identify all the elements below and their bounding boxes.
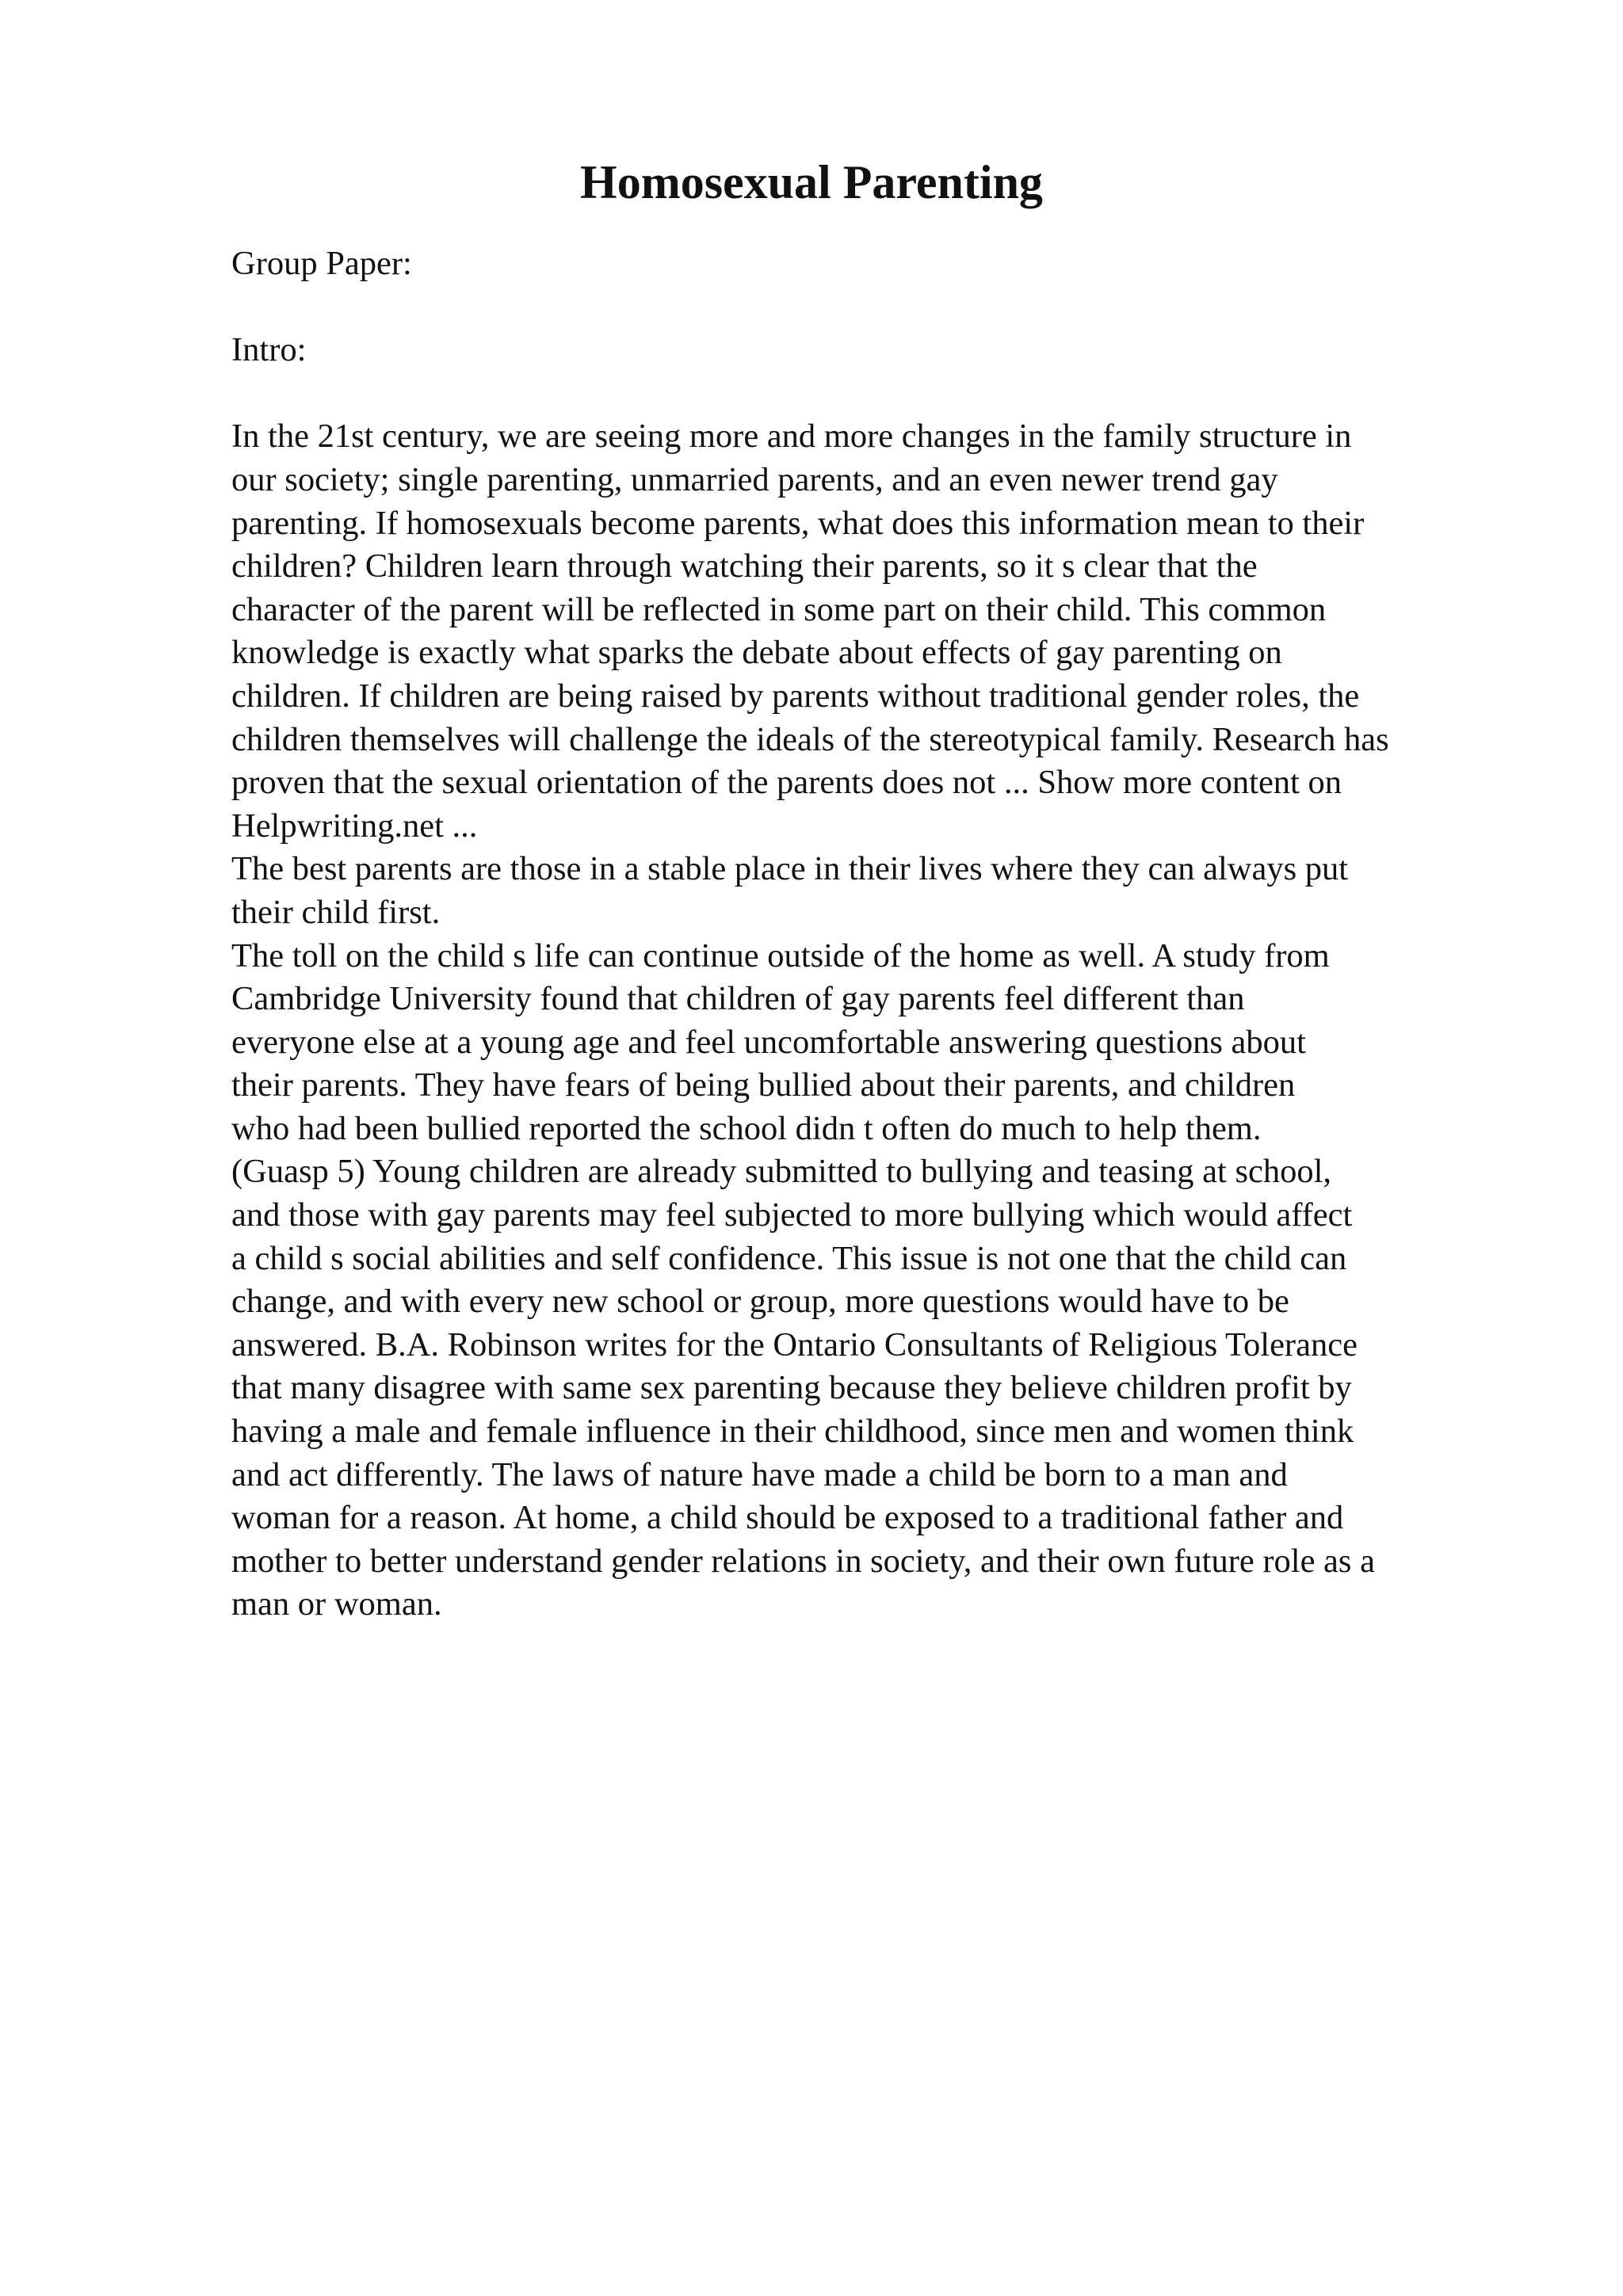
text-line: a child s social abilities and self confidence. This issue is not one that the child can (231, 1239, 1347, 1277)
text-line: and those with gay parents may feel subjected to more bullying which would affect (231, 1196, 1353, 1234)
document-title: Homosexual Parenting (580, 156, 1043, 208)
text-line: who had been bullied reported the school didn t often do much to help them. (231, 1109, 1262, 1147)
text-line: children themselves will challenge the ideals of the stereotypical family. Research has (231, 720, 1389, 758)
text-line: (Guasp 5) Young children are already submitted to bullying and teasing at school, (231, 1153, 1332, 1191)
paragraph-toll (231, 935, 1531, 1627)
text-line: The toll on the child s life can continue outside of the home as well. A study from (231, 936, 1330, 974)
text-line: proven that the sexual orientation of the parents does not ... Show more content on (231, 764, 1342, 802)
text-line: answered. B.A. Robinson writes for the Ontario Consultants of Religious Tolerance (231, 1325, 1358, 1363)
text-line: having a male and female influence in their childhood, since men and women think (231, 1413, 1354, 1451)
text-line: parenting. If homosexuals become parents, what does this information mean to their (231, 504, 1365, 542)
paragraph-intro (231, 415, 1531, 848)
text-line: and act differently. The laws of nature have made a child be born to a man and (231, 1455, 1288, 1493)
text-line: everyone else at a young age and feel uncomfortable answering questions about (231, 1023, 1306, 1061)
text-line: their parents. They have fears of being bullied about their parents, and children (231, 1066, 1296, 1104)
text-line: our society; single parenting, unmarried parents, and an even newer trend gay (231, 460, 1278, 498)
text-line: man or woman. (231, 1585, 442, 1623)
text-line: children? Children learn through watching their parents, so it s clear that the (231, 547, 1258, 585)
text-line: The best parents are those in a stable place in their lives where they can always put (231, 850, 1349, 888)
intro-label: Intro: (231, 331, 307, 369)
text-line: woman for a reason. At home, a child should be exposed to a traditional father and (231, 1499, 1344, 1537)
text-line: Helpwriting.net ... (231, 807, 478, 845)
document-body (231, 242, 1531, 1627)
spacer (231, 286, 1531, 330)
text-line: change, and with every new school or group, more questions would have to be (231, 1283, 1289, 1321)
text-line: children. If children are being raised by parents without traditional gender roles, the (231, 677, 1360, 715)
text-line: Cambridge University found that children of gay parents feel different than (231, 980, 1245, 1018)
text-line: character of the parent will be reflected in some part on their child. This common (231, 590, 1327, 628)
spacer (231, 372, 1531, 416)
text-line: In the 21st century, we are seeing more and more changes in the family structure in (231, 418, 1352, 456)
text-line: mother to better understand gender relations in society, and their own future role as a (231, 1542, 1375, 1580)
group-paper-label: Group Paper: (231, 245, 412, 282)
text-line: that many disagree with same sex parenting because they believe children profit by (231, 1369, 1352, 1407)
paragraph-best-parents (231, 848, 1531, 934)
text-line: their child first. (231, 893, 441, 931)
text-line: knowledge is exactly what sparks the debate about effects of gay parenting on (231, 634, 1282, 672)
